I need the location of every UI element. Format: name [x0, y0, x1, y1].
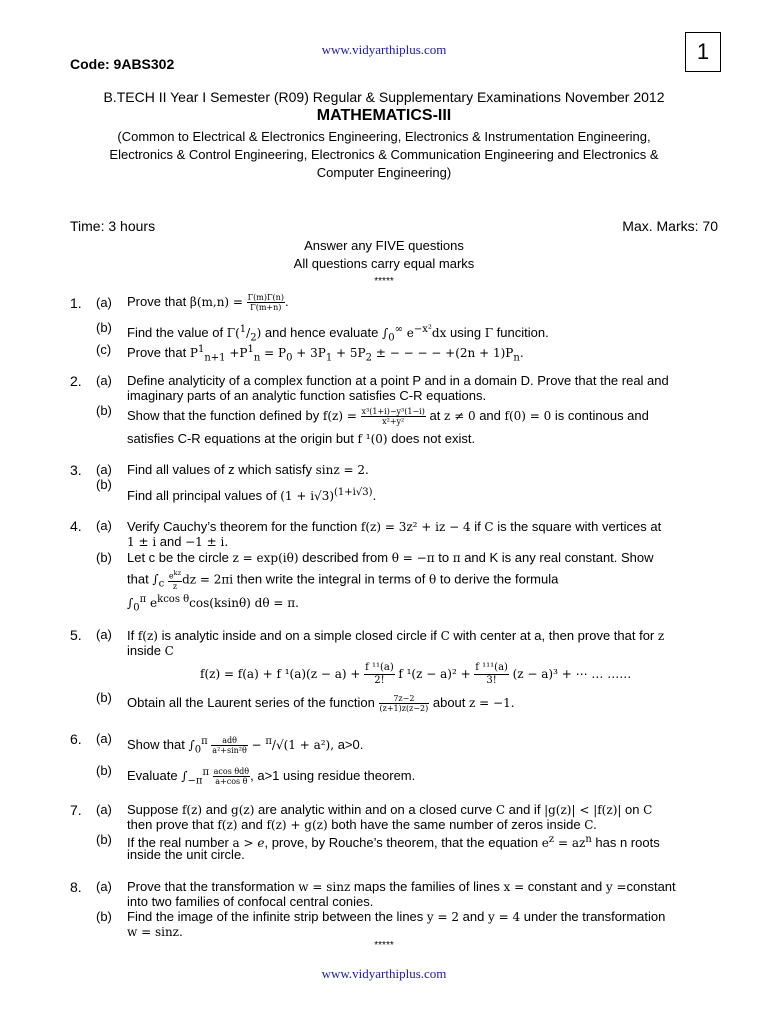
question-number: 2. [70, 373, 82, 389]
q4b-text: Let c be the circle z = exp(iθ) described from θ = −π to π and K is any real constant. Show [127, 550, 654, 565]
q7b-text-line2: inside the unit circle. [127, 847, 245, 862]
paper-code: Code: 9ABS302 [70, 56, 175, 72]
q8a-text: Prove that the transformation w = sinz maps the families of lines x = constant and y =constant [127, 879, 676, 894]
q5a-text: If f(z) is analytic inside and on a simple closed circle if C with center at a, then prove that for z [127, 628, 665, 643]
q4b-formula: $\int_0^\pi$ $e^{kcos \theta}\cos(ksin\theta) d\theta = \pi$. [127, 594, 299, 614]
question-number: 8. [70, 879, 82, 895]
branches-note: (Common to Electrical & Electronics Engineering, Electronics & Instrumentation Engineering, Electronics & Control Engineering, Electronics & Communication Engineering and Electronics & Computer Engineering) [109, 129, 659, 180]
part-label: (b) [96, 690, 112, 705]
q2b-text-line2: satisfies C-R equations at the origin but f ¹(0) does not exist. [127, 431, 476, 446]
part-label: (b) [96, 403, 112, 418]
part-label: (a) [96, 731, 112, 746]
part-label: (a) [96, 462, 112, 477]
website-footer-link[interactable]: www.vidyarthiplus.com [321, 966, 447, 981]
q7a-text-line2: then prove that f(z) and f(z) + g(z) both have the same number of zeros inside C. [127, 817, 597, 832]
part-label: (a) [96, 518, 112, 533]
question-number: 3. [70, 462, 82, 478]
subject-title: MATHEMATICS-III [316, 107, 452, 124]
question-number: 1. [70, 295, 82, 311]
part-label: (a) [96, 879, 112, 894]
q4a-text-line2: 1 ± i and −1 ± i. [127, 534, 229, 549]
part-label: (a) [96, 627, 112, 642]
part-label: (a) [96, 373, 112, 388]
question-number: 6. [70, 731, 82, 747]
q8a-text-line2: into two families of confocal central conies. [127, 894, 374, 909]
website-header-link[interactable]: www.vidyarthiplus.com [321, 42, 447, 57]
q8b-text: Find the image of the infinite strip between the lines y = 2 and y = 4 under the transformation [127, 909, 666, 924]
part-label: (c) [96, 342, 112, 357]
set-number-box: 1 [685, 32, 721, 72]
q4b-text-line2: that $\int_c$ $\frac{e^{kz}}{z}$ dz = 2πi then write the integral in terms of θ to derive the formula [127, 569, 559, 591]
q5a-taylor-formula: f(z) = f(a) + f ¹(a)(z − a) + $\frac{\text{f ¹¹(a)}}{2!}$ f ¹(z − a)² + $\frac{\text{f ¹¹¹(a)}}{3!}$ (z − a)³ + ⋯ … …… [200, 662, 632, 686]
q1b-text: Find the value of $\Gamma(^1/_2)$ and hence evaluate $\int_0^\infty$ $e^{-x^2}dx$ using Γ funcition. [127, 324, 549, 344]
q3b-text: Find all principal values of $(1 + i√3)^{(1+i√3)}$. [127, 487, 377, 503]
q1a-text: Prove that β(m,n) = $\frac{\Gamma(m)\Gamma(n)}{\Gamma(m+n)}$ . [127, 293, 289, 312]
time-allowed: Time: 3 hours [70, 218, 156, 234]
q2a-text: Define analyticity of a complex function at a point P and in a domain D. Prove that the real and imaginary parts of an analytic function satisfies C-R equations. [127, 373, 669, 403]
exam-title: B.TECH II Year I Semester (R09) Regular & Supplementary Examinations November 2012 [103, 89, 665, 105]
q6b-text: Evaluate $\int_{-\pi}^\pi$ $\frac{\text{acos θdθ}}{\text{a+cos θ}}$ , a>1 using residue theorem. [127, 767, 416, 787]
part-label: (b) [96, 320, 112, 335]
q4a-text: Verify Cauchy’s theorem for the function f(z) = 3z² + iz − 4 if C is the square with vertices at [127, 519, 662, 534]
part-label: (b) [96, 477, 112, 492]
q6a-text: Show that $\int_0^\pi$ $\frac{\text{adθ}}{\text{a²+sin²θ}}$ − $^\pi$/√(1 + a²), a>0. [127, 736, 364, 756]
q7b-text: If the real number a > e, prove, by Rouche’s theorem, that the equation $e^z = az^n$ has n roots [127, 834, 660, 850]
question-number: 4. [70, 518, 82, 534]
q1c-text: Prove that $P^1_{n+1} +P^1_n = P_0 + 3P_1 + 5P_2$ ± − − − − $+(2n + 1)P_n$. [127, 344, 524, 364]
q3a-text: Find all values of z which satisfy sinz = 2. [127, 462, 369, 477]
part-label: (b) [96, 909, 112, 924]
part-label: (b) [96, 763, 112, 778]
part-label: (a) [96, 295, 112, 310]
q2b-text: Show that the function defined by f(z) = $\frac{\text{x³(1+i)−y³(1−i)}}{\text{x²+y²}}$ at z ≠ 0 and f(0) = 0 is continous and [127, 407, 649, 426]
part-label: (b) [96, 550, 112, 565]
q7a-text: Suppose f(z) and g(z) are analytic within and on a closed curve C and if |g(z)| < |f(z)| on C [127, 802, 653, 817]
part-label: (a) [96, 802, 112, 817]
q8b-text-line2: w = sinz. [127, 925, 183, 939]
q5a-text-line2: inside C [127, 643, 174, 658]
part-label: (b) [96, 832, 112, 847]
instructions: Answer any FIVE questions All questions carry equal marks ***** [0, 237, 768, 291]
q5b-text: Obtain all the Laurent series of the function $\frac{7z-2}{(z+1)z(z-2)}$ about z = −1. [127, 694, 515, 713]
separator-stars: ***** [374, 276, 394, 287]
max-marks: Max. Marks: 70 [622, 218, 718, 234]
question-number: 5. [70, 627, 82, 643]
end-stars: ***** [374, 940, 394, 951]
question-number: 7. [70, 802, 82, 818]
